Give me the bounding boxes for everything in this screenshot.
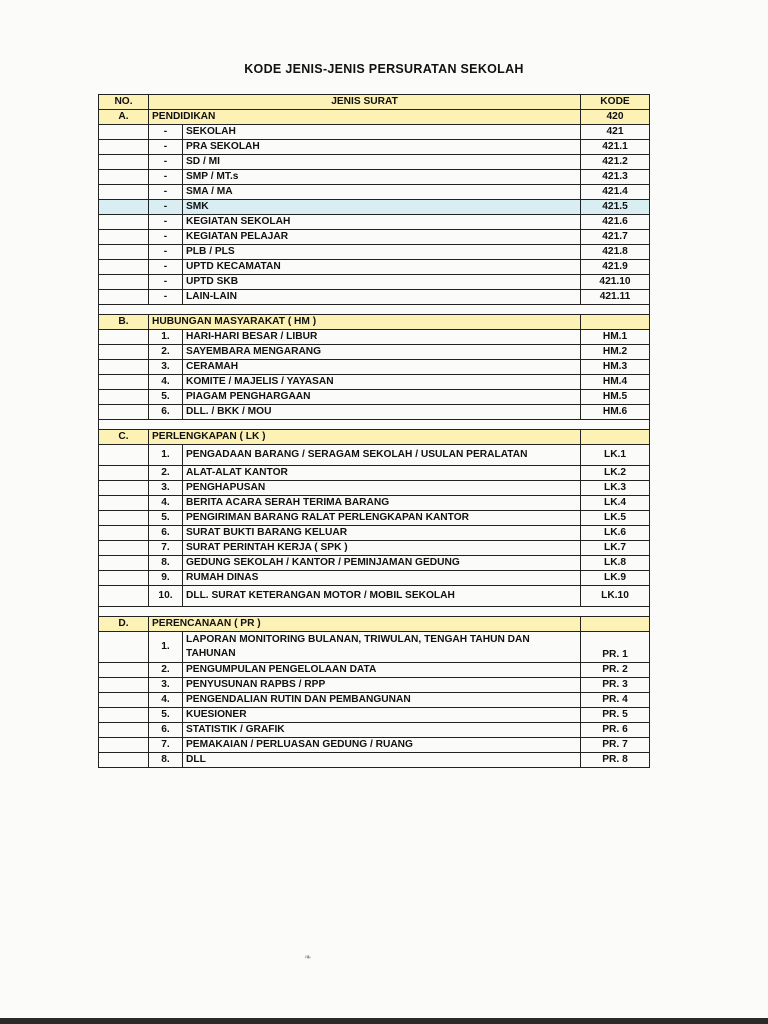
table-row bbox=[99, 375, 650, 390]
item-name: UPTD SKB bbox=[183, 275, 581, 290]
section-row bbox=[99, 617, 650, 632]
item-code: HM.4 bbox=[581, 375, 650, 390]
scan-smudge: ❧ bbox=[304, 952, 312, 962]
item-name: SEKOLAH bbox=[183, 125, 581, 140]
section-letter: D. bbox=[99, 617, 149, 632]
item-code: LK.3 bbox=[581, 481, 650, 496]
table-row bbox=[99, 275, 650, 290]
row-spacer bbox=[99, 481, 149, 496]
item-code: LK.6 bbox=[581, 526, 650, 541]
item-name: HARI-HARI BESAR / LIBUR bbox=[183, 330, 581, 345]
item-code: 421 bbox=[581, 125, 650, 140]
item-code: 421.1 bbox=[581, 140, 650, 155]
item-number: 7. bbox=[149, 738, 183, 753]
item-number: 4. bbox=[149, 375, 183, 390]
item-name: SD / MI bbox=[183, 155, 581, 170]
section-row bbox=[99, 315, 650, 330]
item-name: PIAGAM PENGHARGAAN bbox=[183, 390, 581, 405]
section-name: PERLENGKAPAN ( LK ) bbox=[149, 430, 581, 445]
item-number: 1. bbox=[149, 632, 183, 663]
section-code bbox=[581, 617, 650, 632]
section-row bbox=[99, 430, 650, 445]
row-spacer bbox=[99, 390, 149, 405]
table-row bbox=[99, 390, 650, 405]
item-name: KOMITE / MAJELIS / YAYASAN bbox=[183, 375, 581, 390]
table-row bbox=[99, 245, 650, 260]
table-row bbox=[99, 466, 650, 481]
table-row bbox=[99, 345, 650, 360]
item-name: DLL. / BKK / MOU bbox=[183, 405, 581, 420]
letter-code-table bbox=[98, 94, 650, 768]
row-spacer bbox=[99, 375, 149, 390]
item-code: HM.3 bbox=[581, 360, 650, 375]
row-spacer bbox=[99, 496, 149, 511]
item-number: 5. bbox=[149, 390, 183, 405]
row-spacer bbox=[99, 215, 149, 230]
item-code: LK.8 bbox=[581, 556, 650, 571]
row-spacer bbox=[99, 632, 149, 663]
item-number: - bbox=[149, 185, 183, 200]
table-row bbox=[99, 215, 650, 230]
item-code: HM.2 bbox=[581, 345, 650, 360]
item-name: KEGIATAN SEKOLAH bbox=[183, 215, 581, 230]
table-row bbox=[99, 140, 650, 155]
item-number: 5. bbox=[149, 511, 183, 526]
table-row bbox=[99, 586, 650, 607]
item-name: KEGIATAN PELAJAR bbox=[183, 230, 581, 245]
item-number: - bbox=[149, 290, 183, 305]
row-spacer bbox=[99, 330, 149, 345]
row-spacer bbox=[99, 360, 149, 375]
section-letter: C. bbox=[99, 430, 149, 445]
item-number: 3. bbox=[149, 678, 183, 693]
row-spacer bbox=[99, 405, 149, 420]
item-number: - bbox=[149, 215, 183, 230]
table-row bbox=[99, 571, 650, 586]
item-name: PENYUSUNAN RAPBS / RPP bbox=[183, 678, 581, 693]
table-row bbox=[99, 170, 650, 185]
item-code: PR. 5 bbox=[581, 708, 650, 723]
row-spacer bbox=[99, 345, 149, 360]
section-code bbox=[581, 430, 650, 445]
item-name: PEMAKAIAN / PERLUASAN GEDUNG / RUANG bbox=[183, 738, 581, 753]
item-number: - bbox=[149, 140, 183, 155]
item-name: SMP / MT.s bbox=[183, 170, 581, 185]
item-name: CERAMAH bbox=[183, 360, 581, 375]
table-row bbox=[99, 632, 650, 663]
item-code: HM.5 bbox=[581, 390, 650, 405]
row-spacer bbox=[99, 200, 149, 215]
table-row bbox=[99, 753, 650, 768]
row-spacer bbox=[99, 140, 149, 155]
table-row bbox=[99, 185, 650, 200]
item-name: LAPORAN MONITORING BULANAN, TRIWULAN, TENGAH TAHUN DAN TAHUNAN bbox=[183, 632, 581, 663]
item-number: - bbox=[149, 155, 183, 170]
blank-row bbox=[99, 420, 650, 430]
item-number: - bbox=[149, 260, 183, 275]
item-code: 421.6 bbox=[581, 215, 650, 230]
row-spacer bbox=[99, 170, 149, 185]
row-spacer bbox=[99, 230, 149, 245]
item-name: PENGADAAN BARANG / SERAGAM SEKOLAH / USULAN PERALATAN bbox=[183, 445, 581, 466]
item-name: BERITA ACARA SERAH TERIMA BARANG bbox=[183, 496, 581, 511]
item-number: 6. bbox=[149, 723, 183, 738]
table-row bbox=[99, 663, 650, 678]
blank-cell bbox=[99, 607, 650, 617]
item-number: 7. bbox=[149, 541, 183, 556]
item-number: 2. bbox=[149, 345, 183, 360]
item-name: SAYEMBARA MENGARANG bbox=[183, 345, 581, 360]
row-spacer bbox=[99, 125, 149, 140]
row-spacer bbox=[99, 571, 149, 586]
row-spacer bbox=[99, 511, 149, 526]
item-number: 3. bbox=[149, 360, 183, 375]
table-row bbox=[99, 405, 650, 420]
row-spacer bbox=[99, 275, 149, 290]
item-code: PR. 3 bbox=[581, 678, 650, 693]
item-name: PENGUMPULAN PENGELOLAAN DATA bbox=[183, 663, 581, 678]
document-title: KODE JENIS-JENIS PERSURATAN SEKOLAH bbox=[244, 62, 524, 76]
item-code: 421.3 bbox=[581, 170, 650, 185]
row-spacer bbox=[99, 753, 149, 768]
row-spacer bbox=[99, 526, 149, 541]
header-kode: KODE bbox=[581, 95, 650, 110]
section-letter: B. bbox=[99, 315, 149, 330]
table-row bbox=[99, 481, 650, 496]
row-spacer bbox=[99, 466, 149, 481]
item-number: 5. bbox=[149, 708, 183, 723]
header-no: NO. bbox=[99, 95, 149, 110]
item-name: UPTD KECAMATAN bbox=[183, 260, 581, 275]
row-spacer bbox=[99, 260, 149, 275]
item-name: ALAT-ALAT KANTOR bbox=[183, 466, 581, 481]
item-number: 8. bbox=[149, 556, 183, 571]
header-jenis-surat: JENIS SURAT bbox=[149, 95, 581, 110]
scan-edge bbox=[0, 1018, 768, 1024]
row-spacer bbox=[99, 738, 149, 753]
section-name: HUBUNGAN MASYARAKAT ( HM ) bbox=[149, 315, 581, 330]
item-number: - bbox=[149, 200, 183, 215]
row-spacer bbox=[99, 155, 149, 170]
row-spacer bbox=[99, 445, 149, 466]
row-spacer bbox=[99, 693, 149, 708]
table-header-row bbox=[99, 95, 650, 110]
item-name: SMK bbox=[183, 200, 581, 215]
table-row bbox=[99, 526, 650, 541]
section-code: 420 bbox=[581, 110, 650, 125]
item-number: - bbox=[149, 125, 183, 140]
item-code: 421.5 bbox=[581, 200, 650, 215]
table-row bbox=[99, 360, 650, 375]
row-spacer bbox=[99, 245, 149, 260]
item-code: 421.10 bbox=[581, 275, 650, 290]
item-code: LK.10 bbox=[581, 586, 650, 607]
item-number: - bbox=[149, 245, 183, 260]
table-row bbox=[99, 125, 650, 140]
section-name: PENDIDIKAN bbox=[149, 110, 581, 125]
item-code: 421.2 bbox=[581, 155, 650, 170]
row-spacer bbox=[99, 708, 149, 723]
table-row bbox=[99, 330, 650, 345]
section-code bbox=[581, 315, 650, 330]
item-name: PENGIRIMAN BARANG RALAT PERLENGKAPAN KANTOR bbox=[183, 511, 581, 526]
row-spacer bbox=[99, 663, 149, 678]
blank-cell bbox=[99, 305, 650, 315]
item-code: PR. 7 bbox=[581, 738, 650, 753]
table-row bbox=[99, 541, 650, 556]
item-code: HM.6 bbox=[581, 405, 650, 420]
item-number: 4. bbox=[149, 496, 183, 511]
table-row bbox=[99, 155, 650, 170]
table-row bbox=[99, 496, 650, 511]
item-code: LK.2 bbox=[581, 466, 650, 481]
item-name: PENGHAPUSAN bbox=[183, 481, 581, 496]
table-row bbox=[99, 738, 650, 753]
item-name: GEDUNG SEKOLAH / KANTOR / PEMINJAMAN GEDUNG bbox=[183, 556, 581, 571]
item-number: 1. bbox=[149, 330, 183, 345]
table-row bbox=[99, 200, 650, 215]
item-name: PENGENDALIAN RUTIN DAN PEMBANGUNAN bbox=[183, 693, 581, 708]
item-number: 10. bbox=[149, 586, 183, 607]
item-number: 3. bbox=[149, 481, 183, 496]
item-code: LK.1 bbox=[581, 445, 650, 466]
item-code: LK.7 bbox=[581, 541, 650, 556]
item-code: HM.1 bbox=[581, 330, 650, 345]
blank-cell bbox=[99, 420, 650, 430]
table-row bbox=[99, 678, 650, 693]
row-spacer bbox=[99, 723, 149, 738]
item-code: 421.9 bbox=[581, 260, 650, 275]
item-code: LK.9 bbox=[581, 571, 650, 586]
row-spacer bbox=[99, 556, 149, 571]
table-row bbox=[99, 556, 650, 571]
table-row bbox=[99, 708, 650, 723]
item-name: RUMAH DINAS bbox=[183, 571, 581, 586]
blank-row bbox=[99, 305, 650, 315]
item-code: PR. 4 bbox=[581, 693, 650, 708]
item-code: LK.5 bbox=[581, 511, 650, 526]
item-number: 2. bbox=[149, 663, 183, 678]
item-code: PR. 2 bbox=[581, 663, 650, 678]
item-code: 421.11 bbox=[581, 290, 650, 305]
item-code: PR. 1 bbox=[581, 632, 650, 663]
row-spacer bbox=[99, 185, 149, 200]
table-row bbox=[99, 290, 650, 305]
item-number: 9. bbox=[149, 571, 183, 586]
item-code: LK.4 bbox=[581, 496, 650, 511]
table-row bbox=[99, 260, 650, 275]
item-name: DLL bbox=[183, 753, 581, 768]
item-name: STATISTIK / GRAFIK bbox=[183, 723, 581, 738]
row-spacer bbox=[99, 541, 149, 556]
item-code: PR. 6 bbox=[581, 723, 650, 738]
item-name: SMA / MA bbox=[183, 185, 581, 200]
table-row bbox=[99, 230, 650, 245]
section-row bbox=[99, 110, 650, 125]
section-name: PERENCANAAN ( PR ) bbox=[149, 617, 581, 632]
item-number: - bbox=[149, 170, 183, 185]
item-name: KUESIONER bbox=[183, 708, 581, 723]
item-number: 6. bbox=[149, 526, 183, 541]
blank-row bbox=[99, 607, 650, 617]
item-name: SURAT PERINTAH KERJA ( SPK ) bbox=[183, 541, 581, 556]
item-code: 421.4 bbox=[581, 185, 650, 200]
item-number: - bbox=[149, 275, 183, 290]
item-number: 6. bbox=[149, 405, 183, 420]
item-number: 1. bbox=[149, 445, 183, 466]
row-spacer bbox=[99, 678, 149, 693]
item-name: SURAT BUKTI BARANG KELUAR bbox=[183, 526, 581, 541]
item-name: LAIN-LAIN bbox=[183, 290, 581, 305]
item-number: 2. bbox=[149, 466, 183, 481]
item-code: PR. 8 bbox=[581, 753, 650, 768]
item-name: DLL. SURAT KETERANGAN MOTOR / MOBIL SEKOLAH bbox=[183, 586, 581, 607]
table-row bbox=[99, 445, 650, 466]
item-code: 421.7 bbox=[581, 230, 650, 245]
section-letter: A. bbox=[99, 110, 149, 125]
item-number: 8. bbox=[149, 753, 183, 768]
item-name: PRA SEKOLAH bbox=[183, 140, 581, 155]
table-row bbox=[99, 723, 650, 738]
row-spacer bbox=[99, 290, 149, 305]
item-number: 4. bbox=[149, 693, 183, 708]
row-spacer bbox=[99, 586, 149, 607]
item-code: 421.8 bbox=[581, 245, 650, 260]
table-row bbox=[99, 693, 650, 708]
item-number: - bbox=[149, 230, 183, 245]
table-row bbox=[99, 511, 650, 526]
item-name: PLB / PLS bbox=[183, 245, 581, 260]
